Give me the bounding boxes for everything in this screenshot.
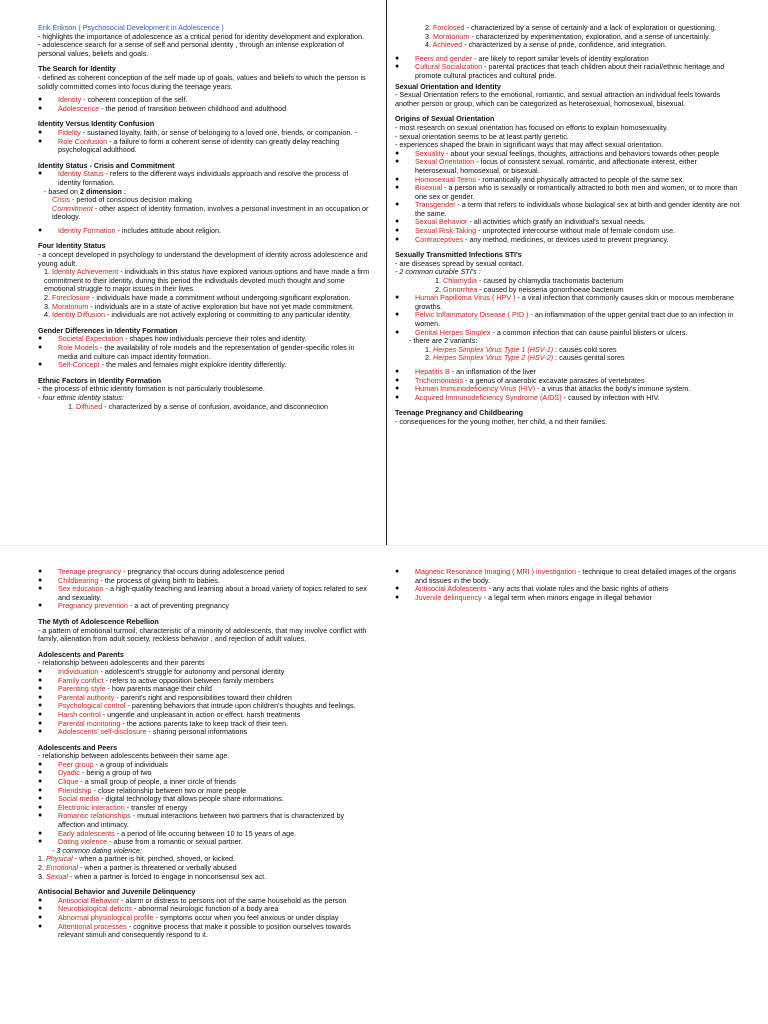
term: Sexual: [46, 871, 68, 881]
definition-text: - relationship between adolescents and their parents: [38, 658, 205, 668]
bullet-item: ● Peer group - a group of individuals: [38, 761, 373, 770]
definition-text: - are diseases spread by sexual contact.: [395, 258, 524, 268]
numbered-item: 1. Diffused - characterized by a sense of confusion, avoidance, and disconnection: [68, 401, 328, 411]
term: Dating violence: [58, 837, 108, 847]
section-title-erikson: Erik Erikson ( Psychosocial Development in Adolescence ): [38, 23, 224, 32]
bullet-item: ● Abnormal physiological profile - symptoms occur when you feel anxious or under display: [38, 914, 373, 923]
term: Juvenile delinquency: [415, 592, 482, 602]
numbered-item: 2. Emotional - when a partner is threatened or verbally abused: [38, 863, 237, 872]
definition-text: - Sexual Orientation refers to the emotional, romantic, and sexual attraction an individual feels towards another person or group, which can be categorized as heterosexual, homosexual, bisexual.: [395, 90, 721, 108]
heading-teen-pregnancy: Teenage Pregnancy and Childbearing: [395, 408, 524, 418]
heading-search-identity: The Search for Identity: [38, 64, 116, 74]
term: Parental authority: [58, 692, 115, 702]
bullet-item: ● Pelvic Inflammatory Disease ( PID ) - an inflammation of the upper genital tract due to an infection in women.: [395, 311, 740, 328]
numbered-item: 1. Identity Achievement - individuals in this status have explored various options and have made a firm commitment to their identity, during this period the individuals devoted much thought and some emotional struggle to major issues in their lives.: [44, 267, 370, 294]
definition-text: - the process of ethnic identity formation is not particularly troublesome.: [38, 384, 265, 394]
bullet-item: ● Pregnancy prevention - a act of preventing pregnancy: [38, 602, 373, 611]
bullet-item: ● Cultural Socialization - parental practices that teach children about their racial/ethnic heritage and promote cultural practices and cultural pride.: [395, 63, 740, 80]
bullet-item: ● Role Confusion - a failure to form a coherent sense of identity can greatly delay reaching psychological adulthood.: [38, 138, 373, 155]
term: Neurobiological deficits: [58, 904, 132, 914]
term: Electronic interaction: [58, 802, 125, 812]
term: Individuation: [58, 666, 99, 676]
term: Pelvic Inflammatory Disease ( PID ): [415, 310, 529, 320]
bullet-item: ● Acquired Immunodeficiency Syndrome (AIDS) - caused by infection with HIV.: [395, 394, 740, 403]
bullet-item: ● Attentional processes - cognitive process that make it possible to position ourselves towards relevant stimuli and consequently respond to it.: [38, 923, 373, 940]
term: Contraceptives: [415, 234, 463, 244]
term: Herpes Simplex Virus Type 2 (HSV-2): [433, 353, 554, 363]
numbered-item: 2. Forclosed - characterized by a sense of certainly and a lack of exploration or questioning.: [425, 23, 717, 32]
term: Romantic relationships: [58, 811, 131, 821]
term: Hepatitis B: [415, 366, 450, 376]
term: Teenage pregnancy: [58, 567, 122, 576]
intro-line: - highlights the importance of adolescence as a critical period for identity development and exploration.: [38, 31, 365, 41]
term: Sexual Behavior: [415, 217, 468, 227]
definition-text: - defined as coherent conception of the self made up of goals, values and beliefs to which the person is solidly committed comes into focus during the teenage years.: [38, 72, 366, 91]
term: Antisocial Behavior: [58, 895, 120, 905]
bullet-item: ● Identity Status - refers to the different ways individuals approach and resolve the process of identity formation.: [38, 170, 373, 187]
term: Sexuality: [415, 148, 445, 158]
term: Abnormal physiological profile: [58, 912, 154, 922]
bullet-item: ● Sexuality - about your sexual feelings, thoughts, attractions and behaviors towards other people: [395, 150, 740, 159]
page1-right-column: [395, 24, 740, 427]
bullet-item: ● Family conflict - refers to active opposition between family members: [38, 677, 373, 686]
bullet-item: ● Juvenile delinquency - a legal term when minors engage in illegal behavior: [395, 594, 740, 603]
term: Commitment: [52, 203, 93, 213]
text-line: - experiences shaped the brain in significant ways that may affect sexual orientation.: [395, 140, 663, 150]
bullet-item: ● Magnetic Resonance Imaging ( MRI ) investigation - technique to creat detailed images of the organs and tissues in the body.: [395, 568, 740, 585]
heading-origins-sexual-orientation: Origins of Sexual Orientation: [395, 114, 495, 124]
bullet-item: ● Peers and gender - are likely to report similar levels of identity exploration: [395, 55, 740, 64]
heading-four-identity-status: Four Identity Status: [38, 241, 106, 251]
term: Family conflict: [58, 675, 104, 685]
term: Moratorium: [433, 31, 470, 41]
bullet-item: ● Human Immunodeficiency Virus (HIV) - a virus that attacks the body's immune system.: [395, 385, 740, 394]
bullet-item: ● Teenage pregnancy - pregnancy that occurs during adolescence period: [38, 568, 373, 577]
bullet-item: ● Trichomoniasis - a genus of anaerobic excavate parasites of vertebrates: [395, 377, 740, 386]
term: Identity Diffusion: [52, 310, 106, 320]
bullet-item: ● Electronic interaction - transfer of energy: [38, 804, 373, 813]
term: Moratorium: [52, 301, 89, 311]
bullet-item: ● Identity - coherent conception of the self.: [38, 96, 373, 105]
bullet-item: ● Neurobiological deficits - abnormal neurologic function of a body area: [38, 905, 373, 914]
term: Adolescence: [58, 103, 100, 113]
text-line: - sexual orientation seems to be at least partly genetic.: [395, 131, 569, 141]
term: Herpes Simplex Virus Type 1 (HSV-1): [433, 344, 554, 354]
bullet-item: ● Hepatitis B - an inflamation of the liver: [395, 368, 740, 377]
term: Identity Status: [58, 169, 104, 179]
definition-text: - a concept developed in psychology to understand the development of identity across adolescence and young adult.: [38, 250, 368, 268]
bullet-item: ● Homosexual Teens - romantically and physically attracted to people of the same sex.: [395, 176, 740, 185]
bullet-item: ● Fidelity - sustained loyalty, faith, or sense of belonging to a loved one, friends, or companion. -: [38, 129, 373, 138]
term: Harsh control: [58, 709, 101, 719]
page2-left-column: [38, 568, 373, 940]
term: Sexual Orientation: [415, 157, 475, 167]
numbered-item: 1. Physical - when a partner is hit, pinched, shoved, or kicked.: [38, 854, 235, 864]
numbered-item: 3. Sexual - when a partner is forced to engage in nonconsensul sex act.: [38, 871, 267, 881]
bullet-item: ● Role Models - the availability of role models and the representation of gender-specific roles in media and culture can impact identity formation.: [38, 344, 373, 361]
page1-left-column: [38, 24, 373, 411]
term: Self-Concept: [58, 360, 100, 370]
term: Diffused: [76, 401, 103, 411]
bullet-item: ● Sexual Behavior - all activities which gratify an individual's sexual needs.: [395, 218, 740, 227]
term: Pregnancy prevention: [58, 601, 128, 611]
term: Physical: [46, 854, 73, 864]
bullet-item: ● Societal Expectation - shapes how individuals percieve their roles and identity.: [38, 335, 373, 344]
term: Crisis: [52, 195, 70, 205]
term: Magnetic Resonance Imaging ( MRI ) investigation: [415, 567, 576, 576]
bullet-item: ● Sexual Risk-Taking - unprotected intercourse without male of female condom use.: [395, 227, 740, 236]
term: Parenting style: [58, 684, 106, 694]
term: Identity Formation: [58, 225, 116, 235]
numbered-item: 2. Gonorrhea - caused by neisseria gonorrhoeae bacterium: [435, 284, 624, 294]
page2-right-column: [395, 568, 740, 602]
term: Sex education: [58, 584, 104, 594]
heading-sexual-orientation: Sexual Orientation and Identity: [395, 81, 501, 91]
bullet-item: ● Clique - a small group of people, a inner circle of friends: [38, 778, 373, 787]
numbered-item: 1. Herpes Simplex Virus Type 1 (HSV-1) : causes cold sores: [425, 344, 617, 354]
sub-line: Commitment - other aspect of identity formation, involves a personal investment in an occupation or ideology.: [52, 203, 369, 222]
bullet-item: ● Contraceptives - any method, medicines, or devices used to prevent pregnancy.: [395, 236, 740, 245]
heading-identity-versus-confusion: Identity Versus Identity Confusion: [38, 119, 155, 129]
bullet-item: ● Self-Concept - the males and females might explokre identity differently.: [38, 361, 373, 370]
term: Antisocial Adolescents: [415, 584, 487, 594]
term: Cultural Socialization: [415, 62, 483, 72]
term: Dyadic: [58, 768, 80, 778]
bullet-item: ● Transgender - a term that refers to individuals whose biological sex at birth and gender identity are not the same.: [395, 201, 740, 218]
text-line: - most research on sexual orientation has focused on efforts to explain homosexuality.: [395, 122, 669, 132]
term: Role Confusion: [58, 136, 108, 146]
heading-adolescents-parents: Adolescents and Parents: [38, 649, 124, 659]
sub-line: - 2 common curable STI's :: [395, 267, 481, 277]
heading-gender-differences: Gender Differences in Identity Formation: [38, 325, 178, 335]
bullet-item: ● Adolescence - the period of transition between childhood and adulthood: [38, 105, 373, 114]
term: Fidelity: [58, 127, 81, 137]
sub-line: - four ethnic identity status:: [38, 392, 124, 402]
heading-myth-rebellion: The Myth of Adolescence Rebellion: [38, 616, 159, 626]
bullet-item: ● Friendship - close relationship between two or more people: [38, 787, 373, 796]
heading-adolescents-peers: Adolescents and Peers: [38, 742, 118, 752]
numbered-item: 2. Foreclosure - individuals have made a commitment without undergoing significant exploration.: [44, 293, 351, 303]
term: Emotional: [46, 863, 78, 872]
bullet-item: ● Parental monitoring - the actions parents take to keep track of their teen.: [38, 720, 373, 729]
term: Homosexual Teens: [415, 174, 476, 184]
sub-line: - there are 2 variants:: [409, 336, 478, 346]
bullet-item: ● Romantic relationships - mutual interactions between two partners that is characterized by affection and intimacy.: [38, 812, 373, 829]
term: Trichomoniasis: [415, 375, 464, 385]
term: Parental monitoring: [58, 718, 121, 728]
term: Human Immunodeficiency Virus (HIV): [415, 384, 536, 394]
heading-sti: Sexually Transmitted Infections STI's: [395, 250, 522, 260]
term: Friendship: [58, 785, 92, 795]
bullet-item: ● Childbearing - the process of giving birth to babies.: [38, 577, 373, 586]
term: Identity Achievement: [52, 267, 119, 277]
numbered-item: 4. Identity Diffusion - individuals are not actively exploring or committing to any particular identity.: [44, 310, 351, 320]
numbered-item: 3. Moratorium - individuals are in a state of active exploration but have not yet made commitment.: [44, 301, 355, 311]
sub-line: Crisis - period of conscious decision making: [52, 195, 192, 205]
bullet-item: ● Adolescents' self-disclosure - sharing personal informations: [38, 728, 373, 737]
term: Peer group: [58, 759, 94, 769]
bullet-item: ● Dyadic - being a group of two: [38, 769, 373, 778]
bullet-item: ● Dating violence - abuse from a romantic or sexual partner.: [38, 838, 373, 847]
definition-text: - a pattern of emotional turmoil, characteristic of a minority of adolescents, that may involve conflict with family, alienation from adult society, reckless behavior , and rejection of adult values.: [38, 625, 367, 644]
bullet-item: ● Individuation - adolescent's struggle for autonomy and personal identity: [38, 668, 373, 677]
term: Transgender: [415, 200, 456, 210]
term: Societal Expectation: [58, 334, 124, 344]
bullet-item: ● Antisocial Behavior - alarm or distress to persons not of the same household as the person: [38, 897, 373, 906]
term: Adolescents' self-disclosure: [58, 727, 147, 737]
intro-line: - adolescence search for a sense of self and personal identity , through an intense exploration of personal values, beliefs and goals.: [38, 40, 345, 58]
term: Social media: [58, 794, 100, 804]
term: Genital Herpes Simplex: [415, 327, 491, 337]
bullet-item: ● Antisocial Adolescents - any acts that violate rules and the basic rights of others: [395, 585, 740, 594]
numbered-item: 4. Achieved - characterized by a sense of pride, confidence, and integration.: [425, 40, 667, 50]
numbered-item: 2. Herpes Simplex Virus Type 2 (HSV-2) : causes genital sores: [425, 353, 625, 363]
bullet-item: ● Psychological control - parenting behaviors that intrude upon children's thoughts and feelings.: [38, 702, 373, 711]
term: Human Papilloma Virus ( HPV ): [415, 293, 516, 303]
term: Peers and gender: [415, 53, 473, 63]
bullet-item: ● Early adolescents - a period of life occuring between 10 to 15 years of age.: [38, 830, 373, 839]
definition-text: - consequences for the young mother, her child, a nd their families.: [395, 416, 608, 426]
bullet-item: ● Bisexual - a person who is sexually or romantically attracted to both men and women, or to more than one sex or gender.: [395, 184, 740, 201]
heading-ethnic-factors: Ethnic Factors in Identity Formation: [38, 375, 161, 385]
bullet-item: ● Social media - digital technology that allows people share informations.: [38, 795, 373, 804]
term: Psychological control: [58, 701, 126, 711]
bullet-item: ● Parenting style - how parents manage their child: [38, 685, 373, 694]
bullet-item: ● Sex education - a high-quality teaching and learning about a broad variety of topics related to sex and sexuality.: [38, 585, 373, 602]
term: Chlamydia: [443, 276, 477, 286]
page-break: [0, 545, 768, 546]
numbered-item: 3. Moratorium - characterized by experimentation, exploration, and a sense of uncertainly.: [425, 31, 711, 41]
bullet-item: ● Human Papilloma Virus ( HPV ) - a viral infection that commonly causes skin or mocous memberane growths.: [395, 294, 740, 311]
term: Achieved: [432, 40, 463, 50]
bullet-item: ● Sexual Orientation - focus of consistent sexual, romantic, and affectionate interest, either heterosexual, homosexual, or bisexual.: [395, 158, 740, 175]
term: Attentional processes: [58, 921, 127, 931]
term: Early adolescents: [58, 828, 115, 838]
term: Identity: [58, 95, 82, 105]
term: Forclosed: [433, 23, 465, 32]
definition-text: - relationship between adolescents between their same age.: [38, 751, 230, 761]
sub-line: - 3 common dating violence:: [52, 845, 142, 855]
bullet-item: ● Identity Formation - includes attitude about religion.: [38, 227, 373, 236]
bullet-item: ● Parental authority - parent's right and responsibilities toward their children: [38, 694, 373, 703]
sub-line: - based on 2 dimension :: [44, 186, 126, 196]
term: Childbearing: [58, 575, 99, 585]
term: Foreclosure: [52, 293, 90, 303]
term: Bisexual: [415, 183, 443, 193]
numbered-item: 1. Chlamydia - caused by chlamydia trachomatis bacterium: [435, 276, 624, 286]
bullet-item: ● Harsh control - ungentle and unpleasant in action or effect. harsh treatments: [38, 711, 373, 720]
term: Acquired Immunodeficiency Syndrome (AIDS): [415, 392, 562, 402]
term: Role Models: [58, 343, 98, 352]
bullet-item: ● Genital Herpes Simplex - a common infection that can cause painful blisters or ulcers.: [395, 329, 740, 338]
heading-identity-status: Identity Status - Crisis and Commitment: [38, 160, 175, 170]
heading-antisocial-behavior: Antisocial Behavior and Juvenile Delinquency: [38, 887, 196, 897]
term: Sexual Risk-Taking: [415, 226, 477, 236]
term: Gonorrhea: [443, 284, 478, 294]
term: Clique: [58, 777, 79, 787]
column-divider: [386, 0, 387, 545]
